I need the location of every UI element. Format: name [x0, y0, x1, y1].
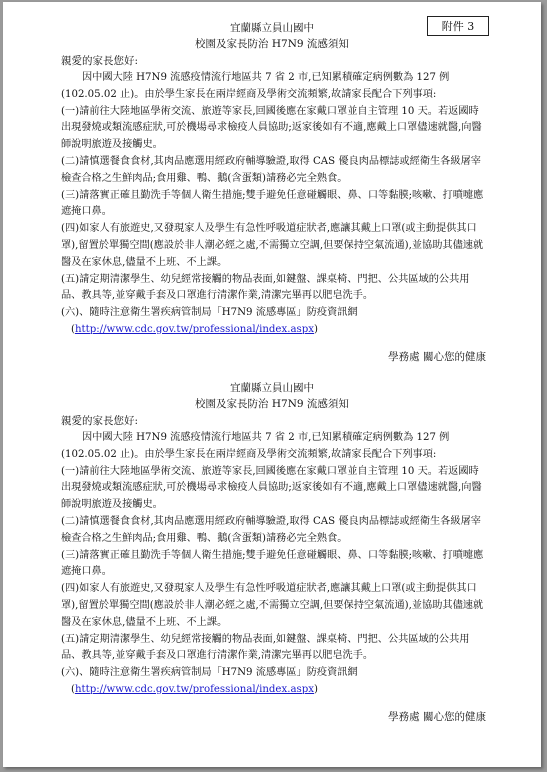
- list-item: (五)請定期清潔學生、幼兒經常接觸的物品表面,如鍵盤、課桌椅、門把、公共區域的公共用品、教具等,並穿戴手套及口罩進行清潔作業,清潔完畢再以肥皂洗手。: [61, 273, 470, 302]
- intro-paragraph: 因中國大陸 H7N9 流感疫情流行地區共 7 省 2 市,已知累積確定病例數為 127 例(102.05.02 止)。由於學生家長在兩岸經商及學術交流頻繁,故請家長配合下列事項:: [61, 432, 450, 460]
- list-item: (一)請前往大陸地區學術交流、旅遊等家長,回國後應在家戴口罩並自主管理 10 天。若返國時出現發燒或類流感症狀,可於機場尋求檢疫人員協助;返家後如有不適,應戴上口罩儘速就醫,向醫師說明旅遊及接觸史。: [61, 105, 482, 151]
- list-item: (四)如家人有旅遊史,又發現家人及學生有急性呼吸道症狀者,應讓其戴上口罩(或主動提供其口罩),留置於單獨空間(應設於非人潮必經之處,不需獨立空調,但要保持空氣流通),並協助其儘速就醫及在家休息,儘量不上班、不上課。: [61, 583, 484, 628]
- list-item: (四)如家人有旅遊史,又發現家人及學生有急性呼吸道症狀者,應讓其戴上口罩(或主動提供其口罩),留置於單獨空間(應設於非人潮必經之處,不需獨立空調,但要保持空氣流通),並協助其儘速就醫及在家休息,儘量不上班、不上課。: [61, 223, 484, 268]
- signature: 學務處 關心您的健康: [388, 710, 486, 723]
- cdc-link[interactable]: http://www.cdc.gov.tw/professional/index.aspx: [74, 323, 315, 335]
- list-item: (二)請慎選餐食食材,其肉品應選用經政府輔導驗證,取得 CAS 優良肉品標誌或經衛生各級屠宰檢查合格之生鮮肉品;食用雞、鴨、鵝(含蛋類)請務必完全熟食。: [61, 515, 481, 544]
- signature: 學務處 關心您的健康: [388, 350, 486, 363]
- greeting: 親愛的家長您好:: [61, 415, 139, 427]
- list-item: (一)請前往大陸地區學術交流、旅遊等家長,回國後應在家戴口罩並自主管理 10 天。若返國時出現發燒或類流感症狀,可於機場尋求檢疫人員協助;返家後如有不適,應戴上口罩儘速就醫,向醫師說明旅遊及接觸史。: [61, 465, 482, 511]
- document-page: [3, 2, 541, 767]
- notice-title: 校園及家長防治 H7N9 流感須知: [195, 38, 349, 50]
- list-item: (三)請落實正確且勤洗手等個人衛生措施;雙手避免任意碰觸眼、鼻、口等黏膜;咳嗽、打噴嚏應遮掩口鼻。: [61, 549, 484, 578]
- school-name: 宜蘭縣立員山國中: [230, 382, 314, 394]
- list-item: (六)、隨時注意衛生署疾病管制局「H7N9 流感專區」防疫資訊網: [61, 667, 358, 679]
- greeting: 親愛的家長您好:: [61, 55, 139, 67]
- list-item: (二)請慎選餐食食材,其肉品應選用經政府輔導驗證,取得 CAS 優良肉品標誌或經衛生各級屠宰檢查合格之生鮮肉品;食用雞、鴨、鵝(含蛋類)請務必完全熟食。: [61, 155, 481, 184]
- notice-bottom: [3, 380, 541, 725]
- notice-title: 校園及家長防治 H7N9 流感須知: [195, 398, 349, 410]
- list-item: (六)、隨時注意衛生署疾病管制局「H7N9 流感專區」防疫資訊網: [61, 307, 358, 319]
- school-name: 宜蘭縣立員山國中: [230, 22, 314, 34]
- notice-body: [61, 430, 486, 699]
- notice-body: [61, 70, 486, 339]
- cdc-link[interactable]: http://www.cdc.gov.tw/professional/index.aspx: [74, 683, 315, 695]
- url-line: (http://www.cdc.gov.tw/professional/index.aspx): [71, 683, 318, 695]
- list-item: (三)請落實正確且勤洗手等個人衛生措施;雙手避免任意碰觸眼、鼻、口等黏膜;咳嗽、打噴嚏應遮掩口鼻。: [61, 189, 484, 218]
- attachment-badge: 附件 3: [427, 16, 489, 36]
- intro-paragraph: 因中國大陸 H7N9 流感疫情流行地區共 7 省 2 市,已知累積確定病例數為 127 例(102.05.02 止)。由於學生家長在兩岸經商及學術交流頻繁,故請家長配合下列事項:: [61, 72, 450, 100]
- notice-top: [3, 20, 541, 365]
- url-line: (http://www.cdc.gov.tw/professional/index.aspx): [71, 323, 318, 335]
- list-item: (五)請定期清潔學生、幼兒經常接觸的物品表面,如鍵盤、課桌椅、門把、公共區域的公共用品、教具等,並穿戴手套及口罩進行清潔作業,清潔完畢再以肥皂洗手。: [61, 633, 470, 662]
